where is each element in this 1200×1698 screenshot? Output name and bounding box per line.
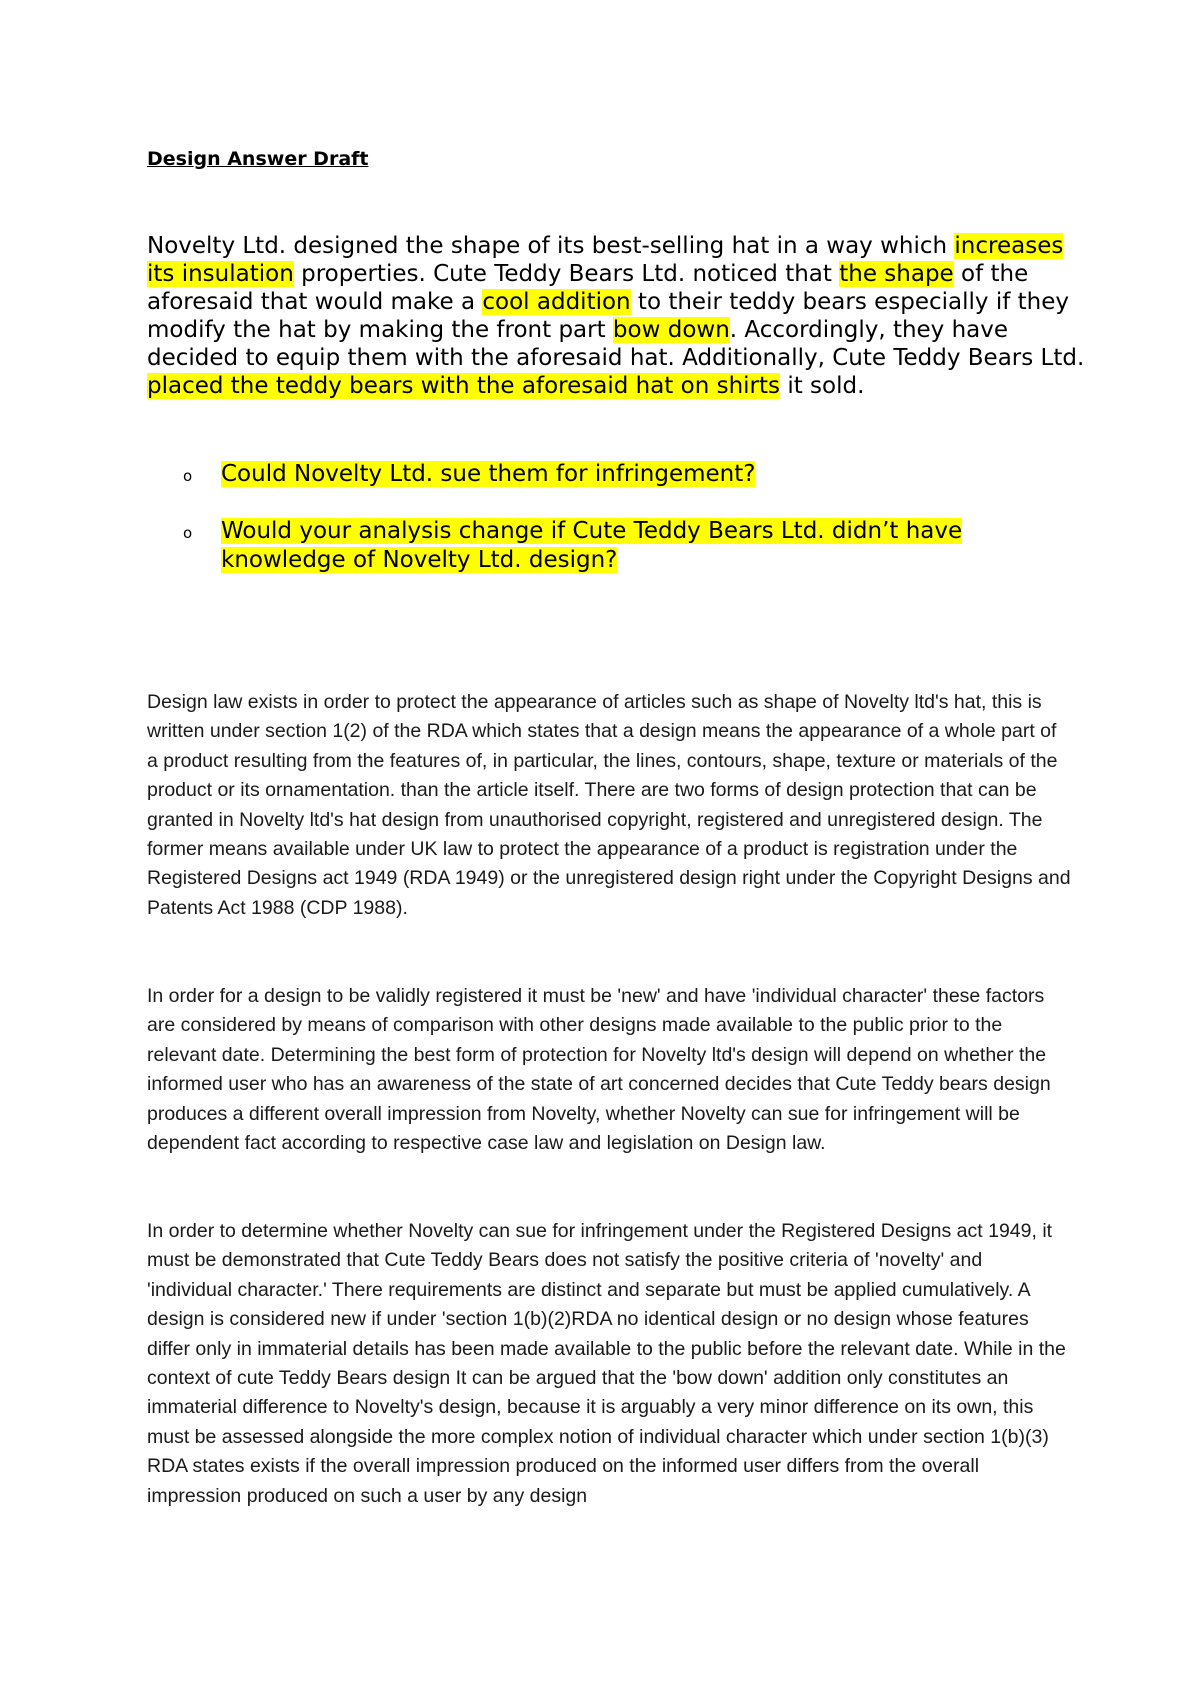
sub-question-item — [147, 460, 1087, 489]
document-title: Design Answer Draft — [147, 148, 369, 170]
circle-bullet-icon: o — [183, 524, 193, 542]
highlighted-text: the shape — [839, 261, 954, 287]
problem-question — [147, 232, 1087, 400]
highlighted-text: increases its insulation — [147, 233, 1064, 287]
question-text: to their teddy bears especially if they modify the hat by making the front part — [147, 289, 1069, 343]
question-text: of the aforesaid that would make a — [147, 261, 1029, 315]
sub-question-text — [221, 517, 1087, 575]
question-text: it sold. — [780, 373, 865, 399]
question-text: properties. Cute Teddy Bears Ltd. noticed that — [293, 261, 840, 287]
question-text: Novelty Ltd. designed the shape of its best-selling hat in a way which — [147, 233, 955, 259]
body-paragraph: Design law exists in order to protect the appearance of articles such as shape of Novelty ltd's hat, this is written under section 1(2) of the RDA which states that a design means the appearance of a whole part of a product resulting from the features of, in particular, the lines, contours, shape, texture or materials of the product or its ornamentation. than the article itself. There are two forms of design protection that can be granted in Novelty ltd's hat design from unauthorised copyright, registered and unregistered design. The former means available under UK law to protect the appearance of a product is registration under the Registered Designs act 1949 (RDA 1949) or the unregistered design right under the Copyright Designs and Patents Act 1988 (CDP 1988). — [147, 691, 1071, 919]
highlighted-text: Could Novelty Ltd. sue them for infringement? — [221, 461, 756, 487]
sub-question-text — [221, 460, 1087, 489]
highlighted-text: placed the teddy bears with the aforesaid hat on shirts — [147, 373, 781, 399]
highlighted-text: Would your analysis change if Cute Teddy Bears Ltd. didn’t have knowledge of Novelty Ltd. design? — [221, 518, 963, 573]
body-paragraph: In order to determine whether Novelty can sue for infringement under the Registered Designs act 1949, it must be demonstrated that Cute Teddy Bears does not satisfy the positive criteria of 'novelty' and 'individual character.' There requirements are distinct and separate but must be applied cumulatively. A design is considered new if under 'section 1(b)(2)RDA no identical design or no design whose features differ only in immaterial details has been made available to the public before the relevant date. While in the context of cute Teddy Bears design It can be argued that the 'bow down' addition only constitutes an immaterial difference to Novelty's design, because it is arguably a very minor difference on its own, this must be assessed alongside the more complex notion of individual character which under section 1(b)(3) RDA states exists if the overall impression produced on the informed user differs from the overall impression produced on such a user by any design — [147, 1220, 1066, 1507]
question-text: . Accordingly, they have decided to equip them with the aforesaid hat. Additionally, Cute Teddy Bears Ltd. — [147, 317, 1085, 371]
circle-bullet-icon: o — [183, 467, 193, 485]
highlighted-text: cool addition — [482, 289, 631, 315]
sub-question-item — [147, 517, 1087, 575]
body-paragraph: In order for a design to be validly registered it must be 'new' and have 'individual character' these factors are considered by means of comparison with other designs made available to the public prior to the relevant date. Determining the best form of protection for Novelty ltd's design will depend on whether the informed user who has an awareness of the state of art concerned decides that Cute Teddy bears design produces a different overall impression from Novelty, whether Novelty can sue for infringement will be dependent fact according to respective case law and legislation on Design law. — [147, 985, 1051, 1155]
highlighted-text: bow down — [612, 317, 730, 343]
